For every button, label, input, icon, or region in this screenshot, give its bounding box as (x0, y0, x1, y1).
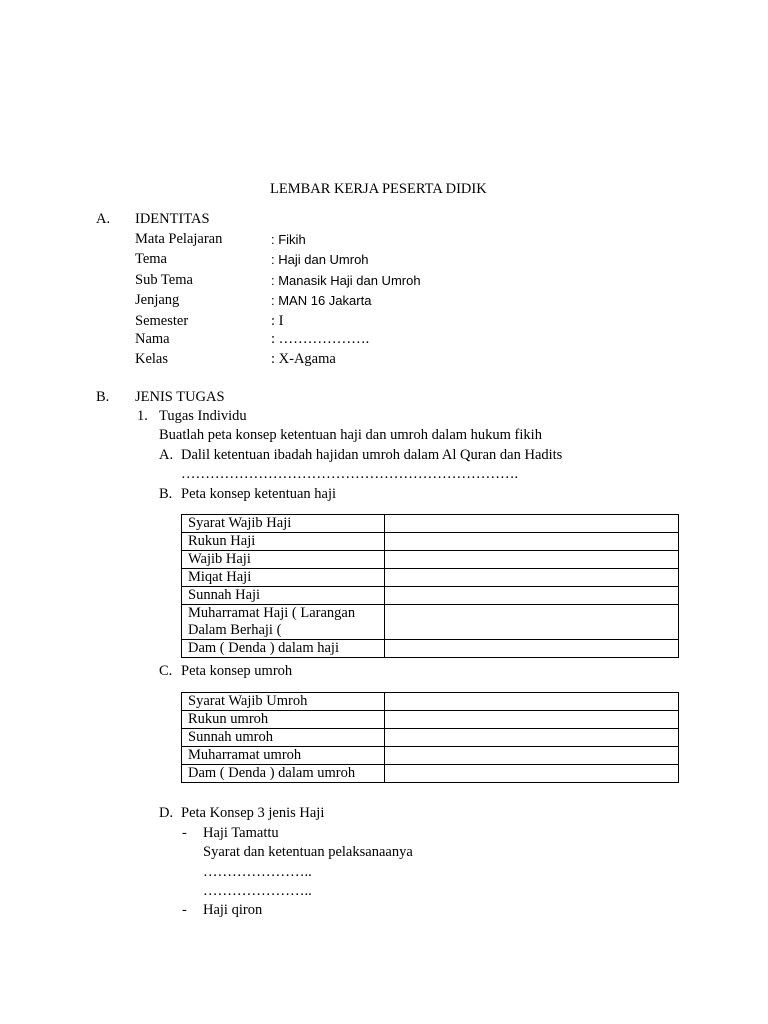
table-row (182, 693, 679, 711)
hajj-row-answer-cell[interactable] (385, 569, 679, 587)
item-c-text: Peta konsep umroh (181, 663, 293, 679)
hajj-tamattu-title: Haji Tamattu (203, 825, 279, 841)
identity-value-theme: : Haji dan Umroh (271, 252, 369, 267)
umrah-row-label: Muharramat umroh (182, 747, 385, 765)
hajj-row-answer-cell[interactable] (385, 515, 679, 533)
umrah-row-answer-cell[interactable] (385, 765, 679, 783)
table-row (182, 605, 679, 640)
identity-value-level: : MAN 16 Jakarta (271, 293, 372, 308)
identity-value-subject: : Fikih (271, 232, 306, 247)
umrah-row-answer-cell[interactable] (385, 693, 679, 711)
identity-value-name: : ………………. (271, 331, 370, 347)
identity-label-theme: Tema (135, 251, 167, 267)
hajj-row-label: Wajib Haji (182, 551, 385, 569)
table-row (182, 765, 679, 783)
identity-value-subtheme: : Manasik Haji dan Umroh (271, 273, 421, 288)
identity-label-class: Kelas (135, 351, 169, 367)
hajj-row-answer-cell[interactable] (385, 640, 679, 658)
umrah-row-answer-cell[interactable] (385, 747, 679, 765)
bullet-dash: - (182, 902, 187, 918)
table-row (182, 711, 679, 729)
item-a-text: Dalil ketentuan ibadah hajidan umroh dalam Al Quran dan Hadits (181, 447, 563, 463)
umrah-concept-table (181, 692, 679, 783)
identity-label-subtheme: Sub Tema (135, 272, 193, 288)
identity-label-subject: Mata Pelajaran (135, 231, 223, 247)
bullet-dash: - (182, 825, 187, 841)
item-d-text: Peta Konsep 3 jenis Haji (181, 805, 325, 821)
hajj-row-answer-cell[interactable] (385, 605, 679, 640)
umrah-row-label: Syarat Wajib Umroh (182, 693, 385, 711)
hajj-row-label: Muharramat Haji ( Larangan Dalam Berhaji ( (182, 605, 385, 640)
hajj-row-answer-cell[interactable] (385, 587, 679, 605)
hajj-row-answer-cell[interactable] (385, 533, 679, 551)
item-c-marker: C. (159, 663, 173, 679)
section-a-marker: A. (96, 211, 111, 227)
table-row (182, 551, 679, 569)
umrah-row-label: Dam ( Denda ) dalam umroh (182, 765, 385, 783)
hajj-row-label: Dam ( Denda ) dalam haji (182, 640, 385, 658)
hajj-tamattu-blank-1: ………………….. (203, 864, 312, 880)
umrah-row-answer-cell[interactable] (385, 711, 679, 729)
hajj-qiron-title: Haji qiron (203, 902, 263, 918)
table-row (182, 587, 679, 605)
hajj-row-answer-cell[interactable] (385, 551, 679, 569)
hajj-tamattu-description: Syarat dan ketentuan pelaksanaanya (203, 844, 413, 860)
identity-value-class: : X-Agama (271, 351, 336, 367)
table-row (182, 533, 679, 551)
task-number: 1. (137, 408, 148, 424)
item-d-marker: D. (159, 805, 174, 821)
hajj-tamattu-blank-2: ………………….. (203, 883, 312, 899)
hajj-row-label: Miqat Haji (182, 569, 385, 587)
task-instruction: Buatlah peta konsep ketentuan haji dan umroh dalam hukum fikih (159, 427, 542, 443)
item-b-marker: B. (159, 486, 173, 502)
section-a-heading: IDENTITAS (135, 211, 210, 227)
hajj-row-label: Rukun Haji (182, 533, 385, 551)
section-b-marker: B. (96, 389, 110, 405)
table-row (182, 515, 679, 533)
table-row (182, 569, 679, 587)
umrah-row-label: Rukun umroh (182, 711, 385, 729)
item-a-blank: ……………………………………………………………. (181, 466, 519, 482)
identity-label-name: Nama (135, 331, 170, 347)
section-b-heading: JENIS TUGAS (135, 389, 225, 405)
table-row (182, 747, 679, 765)
identity-label-level: Jenjang (135, 292, 180, 308)
identity-value-semester: : I (271, 313, 284, 329)
item-a-marker: A. (159, 447, 174, 463)
identity-label-semester: Semester (135, 313, 189, 329)
umrah-row-answer-cell[interactable] (385, 729, 679, 747)
item-b-text: Peta konsep ketentuan haji (181, 486, 337, 502)
table-row (182, 729, 679, 747)
table-row (182, 640, 679, 658)
hajj-concept-table (181, 514, 679, 658)
task-title: Tugas Individu (159, 408, 247, 424)
hajj-row-label: Syarat Wajib Haji (182, 515, 385, 533)
umrah-row-label: Sunnah umroh (182, 729, 385, 747)
page-title: LEMBAR KERJA PESERTA DIDIK (270, 181, 487, 197)
hajj-row-label: Sunnah Haji (182, 587, 385, 605)
